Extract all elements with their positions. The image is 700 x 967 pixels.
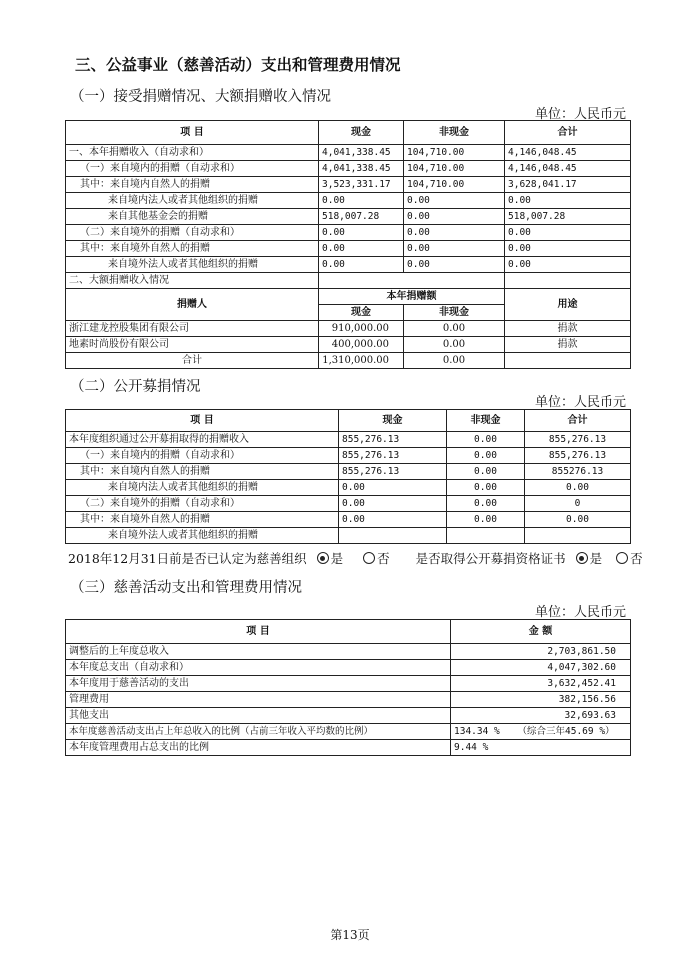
table-row <box>66 145 631 161</box>
row-noncash: 0.00 <box>404 257 505 273</box>
table-row <box>66 676 631 692</box>
row-total: 518,007.28 <box>505 209 631 225</box>
row-noncash: 0.00 <box>447 432 525 448</box>
row-label: 本年度组织通过公开募捐取得的捐赠收入 <box>66 432 339 448</box>
row-label: （二）来自境外的捐赠（自动求和） <box>66 496 339 512</box>
radio-label-yes: 是 <box>330 551 344 566</box>
row-label: 一、本年捐赠收入（自动求和） <box>66 145 319 161</box>
table-header-row <box>66 410 631 432</box>
table-row <box>66 448 631 464</box>
row-cash: 0.00 <box>339 480 447 496</box>
donation-table <box>65 120 631 369</box>
row-label: 本年度总支出（自动求和） <box>66 660 451 676</box>
header-item: 项 目 <box>66 620 451 644</box>
donor-cash: 400,000.00 <box>319 337 404 353</box>
row-total: 0.00 <box>525 480 631 496</box>
donor-noncash: 0.00 <box>404 337 505 353</box>
header-item: 项 目 <box>66 410 339 432</box>
radio-label-no: 否 <box>377 551 390 566</box>
table-row <box>66 225 631 241</box>
row-label: 管理费用 <box>66 692 451 708</box>
table-row <box>66 432 631 448</box>
row-total: 4,146,048.45 <box>505 161 631 177</box>
header-total: 合计 <box>525 410 631 432</box>
section3-unit: 单位：人民币元 <box>535 605 627 620</box>
row-label: 本年度用于慈善活动的支出 <box>66 676 451 692</box>
donor-name: 浙江建龙控股集团有限公司 <box>66 321 319 337</box>
row-total: 0.00 <box>525 512 631 528</box>
page-number: 第13页 <box>330 928 370 942</box>
row-cash: 0.00 <box>319 193 404 209</box>
row-noncash: 0.00 <box>404 209 505 225</box>
table-row <box>66 464 631 480</box>
large-donation-title-row <box>66 273 631 289</box>
row-label: 来自境内法人或者其他组织的捐赠 <box>66 193 319 209</box>
large-total-row <box>66 353 631 369</box>
header-donor: 捐赠人 <box>66 289 319 321</box>
donor-name: 地素时尚股份有限公司 <box>66 337 319 353</box>
row-cash: 518,007.28 <box>319 209 404 225</box>
header-total: 合计 <box>505 121 631 145</box>
section2-unit: 单位：人民币元 <box>535 395 627 410</box>
table-row <box>66 161 631 177</box>
header-usage: 用途 <box>505 289 631 321</box>
table-row <box>66 496 631 512</box>
fundraising-qualification-no-radio[interactable] <box>616 552 628 564</box>
table-row <box>66 644 631 660</box>
row-label: （二）来自境外的捐赠（自动求和） <box>66 225 319 241</box>
section3-title: （三）慈善活动支出和管理费用情况 <box>70 580 302 596</box>
table-header-row <box>66 620 631 644</box>
fundraising-qualification-question: 是否取得公开募捐资格证书 <box>415 551 566 566</box>
row-total: 0.00 <box>505 193 631 209</box>
row-label: 其中：来自境内自然人的捐赠 <box>66 464 339 480</box>
expenditure-table <box>65 619 631 756</box>
row-noncash: 0.00 <box>404 225 505 241</box>
section1-unit: 单位：人民币元 <box>535 107 627 122</box>
section2-title: （二）公开募捐情况 <box>70 379 201 395</box>
row-cash: 4,041,338.45 <box>319 145 404 161</box>
row-value: 2,703,861.50 <box>451 644 631 660</box>
row-total: 855,276.13 <box>525 448 631 464</box>
charity-recognition-question: 2018年12月31日前是否已认定为慈善组织 <box>68 551 307 566</box>
table-row <box>66 337 631 353</box>
header-large-cash: 现金 <box>319 305 404 321</box>
table-row <box>66 257 631 273</box>
row-label: 来自其他基金会的捐赠 <box>66 209 319 225</box>
table-row <box>66 480 631 496</box>
row-label: （一）来自境内的捐赠（自动求和） <box>66 448 339 464</box>
donor-usage: 捐款 <box>505 321 631 337</box>
row-noncash: 0.00 <box>447 480 525 496</box>
header-large-noncash: 非现金 <box>404 305 505 321</box>
row-noncash: 0.00 <box>447 448 525 464</box>
table-row <box>66 724 631 740</box>
row-total: 855,276.13 <box>525 432 631 448</box>
header-noncash: 非现金 <box>447 410 525 432</box>
row-label: 其中：来自境内自然人的捐赠 <box>66 177 319 193</box>
row-label: （一）来自境内的捐赠（自动求和） <box>66 161 319 177</box>
table-row <box>66 740 631 756</box>
table-row <box>66 177 631 193</box>
row-noncash: 104,710.00 <box>404 145 505 161</box>
section1-title: （一）接受捐赠情况、大额捐赠收入情况 <box>70 89 331 105</box>
row-total: 0.00 <box>505 257 631 273</box>
radio-label-no: 否 <box>630 551 643 566</box>
large-total-label: 合计 <box>66 353 319 369</box>
charity-recognition-no-radio[interactable] <box>363 552 375 564</box>
row-label: 来自境外法人或者其他组织的捐赠 <box>66 528 339 544</box>
row-cash: 0.00 <box>339 512 447 528</box>
header-amount: 金 额 <box>451 620 631 644</box>
header-noncash: 非现金 <box>404 121 505 145</box>
row-noncash <box>447 528 525 544</box>
header-cash: 现金 <box>319 121 404 145</box>
row-label: 来自境外法人或者其他组织的捐赠 <box>66 257 319 273</box>
table-row <box>66 692 631 708</box>
table-row <box>66 193 631 209</box>
row-cash: 0.00 <box>339 496 447 512</box>
table-row <box>66 321 631 337</box>
row-value: 382,156.56 <box>451 692 631 708</box>
row-total: 855276.13 <box>525 464 631 480</box>
row-cash: 855,276.13 <box>339 448 447 464</box>
row-total <box>525 528 631 544</box>
row-total: 0 <box>525 496 631 512</box>
large-donation-header-row <box>66 289 631 305</box>
row-cash: 0.00 <box>319 241 404 257</box>
row-value: 9.44 % <box>451 740 631 756</box>
row-value: 4,047,302.60 <box>451 660 631 676</box>
row-value: 134.34 % <box>454 726 500 737</box>
row-noncash: 0.00 <box>404 193 505 209</box>
row-cash: 855,276.13 <box>339 464 447 480</box>
row-extra-note: （综合三年45.69 %） <box>517 726 615 737</box>
fundraising-qualification-yes-radio[interactable] <box>576 552 588 564</box>
row-total: 3,628,041.17 <box>505 177 631 193</box>
row-label: 来自境内法人或者其他组织的捐赠 <box>66 480 339 496</box>
header-amount: 本年捐赠额 <box>319 289 505 305</box>
donor-usage: 捐款 <box>505 337 631 353</box>
row-noncash: 0.00 <box>447 496 525 512</box>
large-total-noncash: 0.00 <box>404 353 505 369</box>
row-noncash: 0.00 <box>447 464 525 480</box>
row-cash: 3,523,331.17 <box>319 177 404 193</box>
row-value: 32,693.63 <box>451 708 631 724</box>
row-noncash: 0.00 <box>447 512 525 528</box>
large-donation-title: 二、大额捐赠收入情况 <box>66 273 319 289</box>
row-noncash: 104,710.00 <box>404 161 505 177</box>
row-label: 调整后的上年度总收入 <box>66 644 451 660</box>
large-total-cash: 1,310,000.00 <box>319 353 404 369</box>
row-cash <box>339 528 447 544</box>
table-row <box>66 209 631 225</box>
row-cash: 0.00 <box>319 225 404 241</box>
public-fundraising-table <box>65 409 631 544</box>
table-row <box>66 512 631 528</box>
row-label: 其中：来自境外自然人的捐赠 <box>66 512 339 528</box>
table-row <box>66 528 631 544</box>
row-total: 0.00 <box>505 225 631 241</box>
table-row <box>66 241 631 257</box>
row-label: 本年度管理费用占总支出的比例 <box>66 740 451 756</box>
row-label: 其他支出 <box>66 708 451 724</box>
header-cash: 现金 <box>339 410 447 432</box>
header-item: 项 目 <box>66 121 319 145</box>
table-row <box>66 660 631 676</box>
row-cash: 855,276.13 <box>339 432 447 448</box>
table-header-row <box>66 121 631 145</box>
row-value-with-note <box>451 724 631 740</box>
row-cash: 4,041,338.45 <box>319 161 404 177</box>
donor-cash: 910,000.00 <box>319 321 404 337</box>
row-total: 4,146,048.45 <box>505 145 631 161</box>
row-noncash: 0.00 <box>404 241 505 257</box>
table-row <box>66 708 631 724</box>
row-noncash: 104,710.00 <box>404 177 505 193</box>
row-value: 3,632,452.41 <box>451 676 631 692</box>
radio-label-yes: 是 <box>589 551 603 566</box>
donor-noncash: 0.00 <box>404 321 505 337</box>
main-heading: 三、公益事业（慈善活动）支出和管理费用情况 <box>75 56 401 74</box>
row-label: 本年度慈善活动支出占上年总收入的比例（占前三年收入平均数的比例） <box>66 724 451 740</box>
row-total: 0.00 <box>505 241 631 257</box>
row-cash: 0.00 <box>319 257 404 273</box>
certification-questions <box>68 549 643 567</box>
row-label: 其中：来自境外自然人的捐赠 <box>66 241 319 257</box>
charity-recognition-yes-radio[interactable] <box>317 552 329 564</box>
